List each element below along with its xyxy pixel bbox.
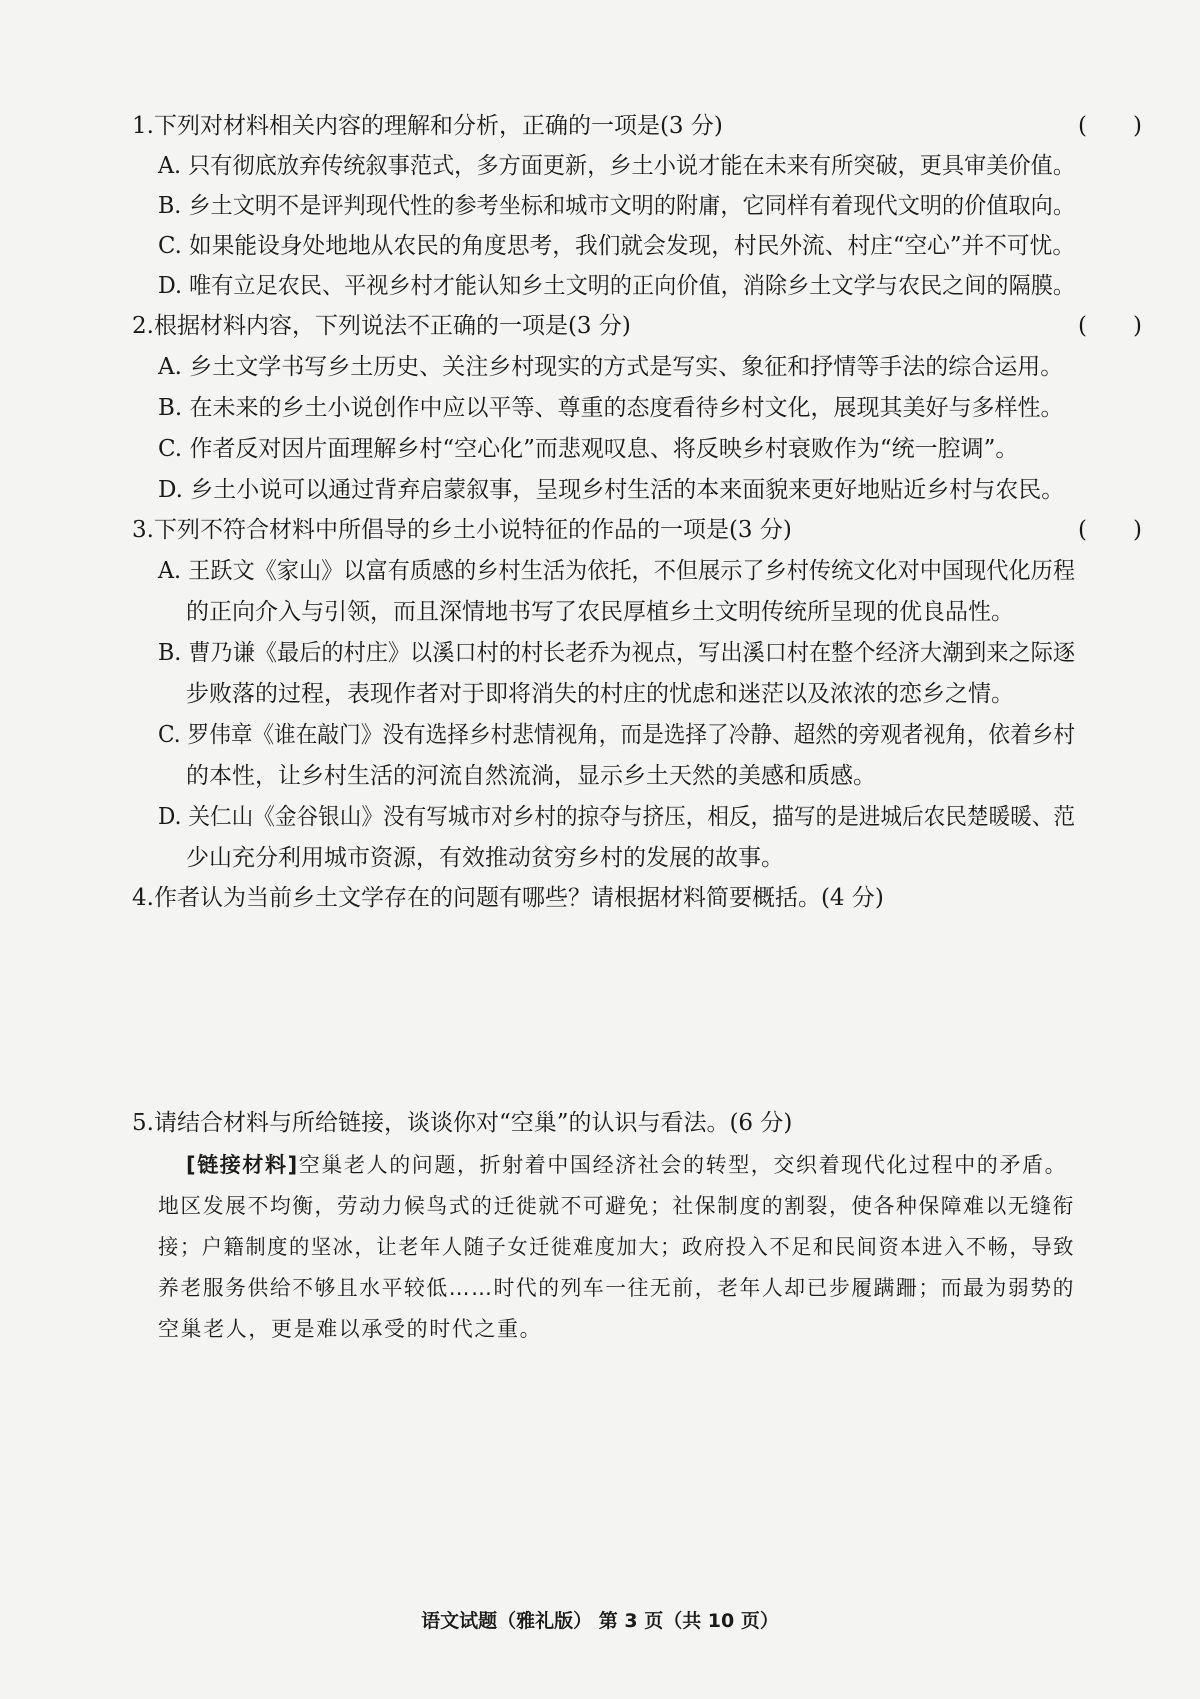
link-material-text: 空巢老人的问题，折射着中国经济社会的转型，交织着现代化过程中的矛盾。 xyxy=(298,1153,1068,1177)
link-material-line-3: 接；户籍制度的坚冰，让老年人随子女迁徙难度加大；政府投入不足和民间资本进入不畅，导致 xyxy=(158,1235,1076,1259)
question-2-stem: 2.根据材料内容，下列说法不正确的一项是(3 分) xyxy=(132,313,631,339)
question-2-option-d: D. 乡土小说可以通过背弃启蒙叙事，呈现乡村生活的本来面貌来更好地贴近乡村与农民。 xyxy=(158,477,1065,503)
question-3-option-c: C. 罗伟章《谁在敲门》没有选择乡村悲情视角，而是选择了冷静、超然的旁观者视角，依着乡村 xyxy=(158,722,1076,748)
question-1-option-a: A. 只有彻底放弃传统叙事范式，多方面更新，乡土小说才能在未来有所突破，更具审美价值。 xyxy=(158,153,1075,179)
link-material-line-5: 空巢老人，更是难以承受的时代之重。 xyxy=(158,1317,543,1341)
question-2-answer-blank: ( ) xyxy=(1078,313,1142,339)
question-3-option-d-cont: 少山充分利用城市资源，有效推动贫穷乡村的发展的故事。 xyxy=(186,845,784,871)
question-3-option-c-cont: 的本性，让乡村生活的河流自然流淌，显示乡土天然的美感和质感。 xyxy=(186,763,876,789)
question-3-option-b-cont: 步败落的过程，表现作者对于即将消失的村庄的忧虑和迷茫以及浓浓的恋乡之情。 xyxy=(186,681,1014,707)
question-3-option-d: D. 关仁山《金谷银山》没有写城市对乡村的掠夺与挤压，相反，描写的是进城后农民楚暖暖、范 xyxy=(158,804,1076,830)
question-1-option-d: D. 唯有立足农民、平视乡村才能认知乡土文明的正向价值，消除乡土文学与农民之间的隔膜。 xyxy=(158,273,1076,299)
link-material-line-4: 养老服务供给不够且水平较低……时代的列车一往无前，老年人却已步履蹒跚；而最为弱势的 xyxy=(158,1276,1075,1300)
link-material-line-1 xyxy=(186,1150,1067,1180)
question-3-stem: 3.下列不符合材料中所倡导的乡土小说特征的作品的一项是(3 分) xyxy=(132,517,792,543)
link-material-line-2: 地区发展不均衡，劳动力候鸟式的迁徙就不可避免；社保制度的割裂，使各种保障难以无缝衔 xyxy=(158,1194,1075,1218)
question-1-option-b: B. 乡土文明不是评判现代性的参考坐标和城市文明的附庸，它同样有着现代文明的价值取向。 xyxy=(158,193,1075,219)
question-4-stem: 4.作者认为当前乡土文学存在的问题有哪些？请根据材料简要概括。(4 分) xyxy=(132,885,884,911)
question-1-answer-blank: ( ) xyxy=(1078,113,1142,139)
question-2-option-c: C. 作者反对因片面理解乡村“空心化”而悲观叹息、将反映乡村衰败作为“统一腔调”。 xyxy=(158,436,1019,462)
page-footer: 语文试题（雅礼版） 第 3 页（共 10 页） xyxy=(421,1610,779,1632)
question-3-option-a: A. 王跃文《家山》以富有质感的乡村生活为依托，不但展示了乡村传统文化对中国现代化历程 xyxy=(158,558,1075,584)
question-1-option-c: C. 如果能设身处地地从农民的角度思考，我们就会发现，村民外流、村庄“空心”并不可忧。 xyxy=(158,233,1076,259)
question-3-option-b: B. 曹乃谦《最后的村庄》以溪口村的村长老乔为视点，写出溪口村在整个经济大潮到来之际逐 xyxy=(158,640,1075,666)
link-material-tag: [链接材料] xyxy=(186,1153,299,1177)
question-1-stem: 1.下列对材料相关内容的理解和分析，正确的一项是(3 分) xyxy=(132,113,723,139)
question-3-answer-blank: ( ) xyxy=(1078,517,1142,543)
question-5-stem: 5.请结合材料与所给链接，谈谈你对“空巢”的认识与看法。(6 分) xyxy=(132,1110,793,1136)
question-2-option-a: A. 乡土文学书写乡土历史、关注乡村现实的方式是写实、象征和抒情等手法的综合运用。 xyxy=(158,354,1064,380)
question-3-option-a-cont: 的正向介入与引领，而且深情地书写了农民厚植乡土文明传统所呈现的优良品性。 xyxy=(186,599,1014,625)
question-2-option-b: B. 在未来的乡土小说创作中应以平等、尊重的态度看待乡村文化，展现其美好与多样性。 xyxy=(158,395,1064,421)
